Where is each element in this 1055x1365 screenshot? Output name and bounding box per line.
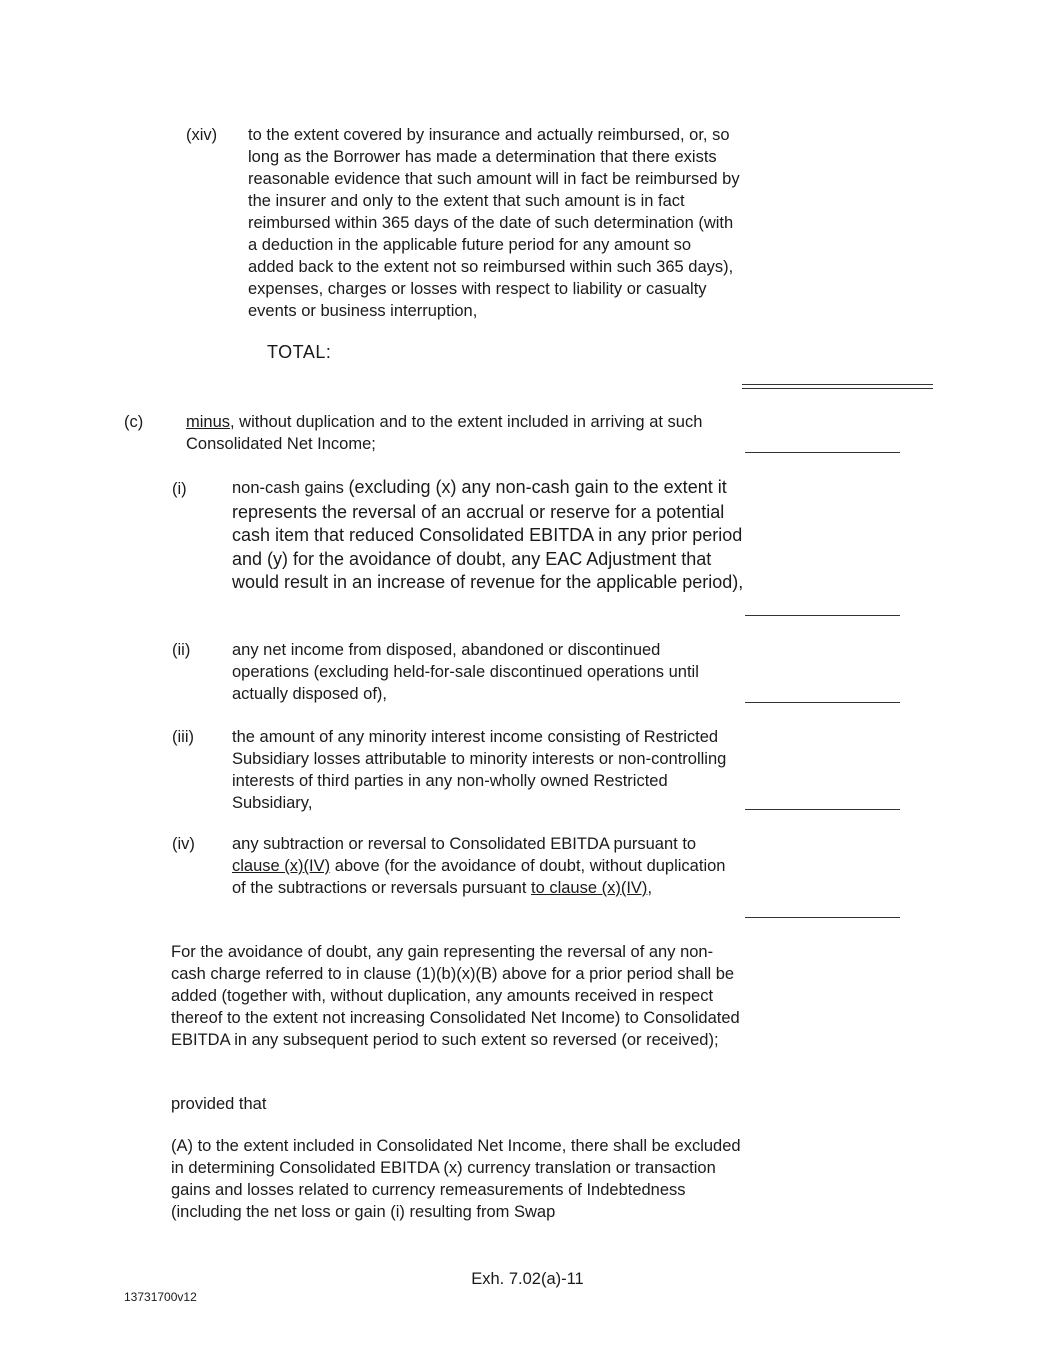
item-iv-text bbox=[232, 833, 732, 899]
avoidance-paragraph: For the avoidance of doubt, any gain representing the reversal of any non-cash charge referred to in clause (1)(b)(x)(B) above for a prior period shall be added (together with, without duplication, any amounts received in respect thereof to the extent not increasing Consolidated Net Income) to Consolidated EBITDA in any subsequent period to such extent so reversed (or received); bbox=[171, 943, 740, 1049]
item-iv-marker: (iv) bbox=[172, 835, 195, 853]
item-ii-text: any net income from disposed, abandoned or discontinued operations (excluding held-for-sale discontinued operations until actually disposed of), bbox=[232, 641, 699, 703]
blank-line-iii bbox=[745, 809, 900, 810]
item-i-lead: non-cash gains bbox=[232, 479, 349, 497]
blank-line-iv bbox=[745, 917, 900, 918]
total-double-rule bbox=[742, 384, 933, 389]
minus-word: minus bbox=[186, 413, 231, 431]
item-iii-text: the amount of any minority interest income consisting of Restricted Subsidiary losses attributable to minority interests or non-controlling interests of third parties in any non-wholly owned Restricted Subsidiary, bbox=[232, 728, 727, 812]
page-number: Exh. 7.02(a)-11 bbox=[471, 1270, 584, 1288]
total-label: TOTAL: bbox=[267, 342, 332, 362]
item-ii-marker: (ii) bbox=[172, 641, 191, 659]
item-xiv-text: to the extent covered by insurance and actually reimbursed, or, so long as the Borrower has made a determination that there exists reasonable evidence that such amount will in fact be reimbursed by the insurer and only to the extent that such amount is in fact reimbursed within 365 days of the date of such determination (with a deduction in the applicable future period for any amount so added back to the extent not so reimbursed within such 365 days), expenses, charges or losses with respect to liability or casualty events or business interruption, bbox=[248, 126, 740, 320]
clause-x-iv-ref-1: clause (x)(IV) bbox=[232, 857, 331, 875]
clause-x-iv-ref-2: to clause (x)(IV) bbox=[530, 879, 648, 897]
provided-that: provided that bbox=[171, 1095, 267, 1113]
item-i-marker: (i) bbox=[172, 480, 187, 498]
item-iv-text-1: any subtraction or reversal to Consolidated EBITDA pursuant to bbox=[232, 835, 697, 853]
item-iv-text-3: , bbox=[647, 879, 653, 897]
blank-line-i bbox=[745, 615, 900, 616]
document-id: 13731700v12 bbox=[124, 1290, 197, 1304]
item-i-body: (excluding (x) any non-cash gain to the extent it represents the reversal of an accrual or reserve for a potential cash item that reduced Consolidated EBITDA in any prior period and (y) for the avoidance of doubt, any EAC Adjustment that would result in an increase of revenue for the applicable period), bbox=[232, 477, 744, 592]
section-c-marker: (c) bbox=[124, 413, 144, 431]
section-c-rest: , without duplication and to the extent included in arriving at such Consolidated Net Income; bbox=[186, 413, 703, 453]
item-iii-marker: (iii) bbox=[172, 728, 194, 746]
blank-line-ii bbox=[745, 702, 900, 703]
item-iv-text-2: above (for the avoidance of doubt, without duplication of the subtractions or reversals pursuant bbox=[232, 857, 726, 897]
paragraph-a: (A) to the extent included in Consolidated Net Income, there shall be excluded in determining Consolidated EBITDA (x) currency translation or transaction gains and losses related to currency remeasurements of Indebtedness (including the net loss or gain (i) resulting from Swap bbox=[171, 1137, 741, 1221]
item-i-text bbox=[232, 476, 747, 595]
section-c-text bbox=[186, 411, 742, 455]
blank-line-c bbox=[745, 452, 900, 453]
item-xiv-marker: (xiv) bbox=[186, 126, 218, 144]
